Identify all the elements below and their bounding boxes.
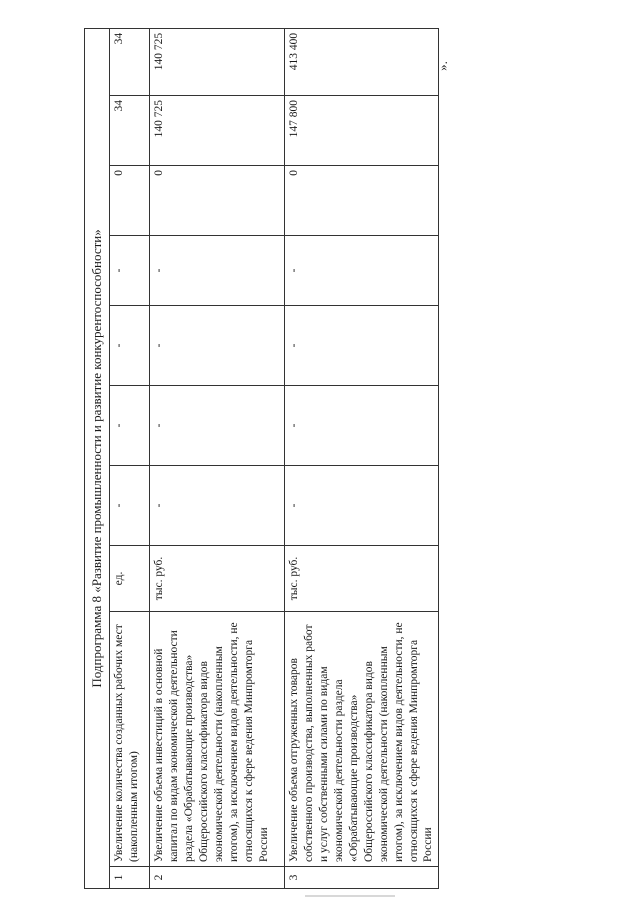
value-cell: - <box>150 386 285 466</box>
unit-cell: тыс. руб. <box>150 546 285 612</box>
subprogram-title: Подпрограмма 8 «Развитие промышленности и развитие конкурентоспособности» <box>85 28 110 888</box>
value-cell: 34 <box>110 28 150 95</box>
table-row <box>150 28 285 888</box>
value-cell: - <box>285 306 439 386</box>
value-cell: - <box>285 386 439 466</box>
value-cell: - <box>110 466 150 546</box>
value-cell: 140 725 <box>150 96 285 166</box>
indicator-name: Увеличение объема отгруженных товаров собственного производства, выполненных работ и услуг собственными силами по видам экономической деятельности раздела «Обрабатывающие производства» Общероссийского классификатора видов экономической деятельности (накопленным итогом), за исключением видов деятельности, не относящихся к сфере ведения Минпромторга России <box>285 612 439 867</box>
value-cell: 0 <box>285 166 439 236</box>
indicators-table <box>84 28 439 889</box>
value-cell: - <box>285 466 439 546</box>
value-cell: - <box>285 236 439 306</box>
value-cell: 34 <box>110 96 150 166</box>
value-cell: - <box>150 466 285 546</box>
table-row <box>285 28 439 888</box>
value-cell: 140 725 <box>150 28 285 95</box>
value-cell: 0 <box>150 166 285 236</box>
value-cell: - <box>110 236 150 306</box>
indicator-name: Увеличение количества созданных рабочих мест (накопленным итогом) <box>110 612 150 867</box>
value-cell: 413 400 <box>285 28 439 95</box>
value-cell: 0 <box>110 166 150 236</box>
closing-quote-mark: ». <box>434 61 450 71</box>
subprogram-title-row <box>85 28 110 888</box>
unit-cell: ед. <box>110 546 150 612</box>
value-cell: - <box>150 306 285 386</box>
indicator-name: Увеличение объема инвестиций в основной капитал по видам экономической деятельности раздела «Обрабатывающие производства» Общероссийского классификатора видов экономической деятельности (накопленным итогом), за исключением видов деятельности, не относящихся к сфере ведения Минпромторга России <box>150 612 285 867</box>
value-cell: 147 800 <box>285 96 439 166</box>
value-cell: - <box>110 386 150 466</box>
value-cell: - <box>110 306 150 386</box>
value-cell: - <box>150 236 285 306</box>
table-row <box>110 28 150 888</box>
scan-artifact-line <box>305 895 395 897</box>
row-number: 2 <box>150 867 285 889</box>
unit-cell: тыс. руб. <box>285 546 439 612</box>
row-number: 3 <box>285 867 439 889</box>
rotated-table-container <box>84 29 438 889</box>
row-number: 1 <box>110 867 150 889</box>
